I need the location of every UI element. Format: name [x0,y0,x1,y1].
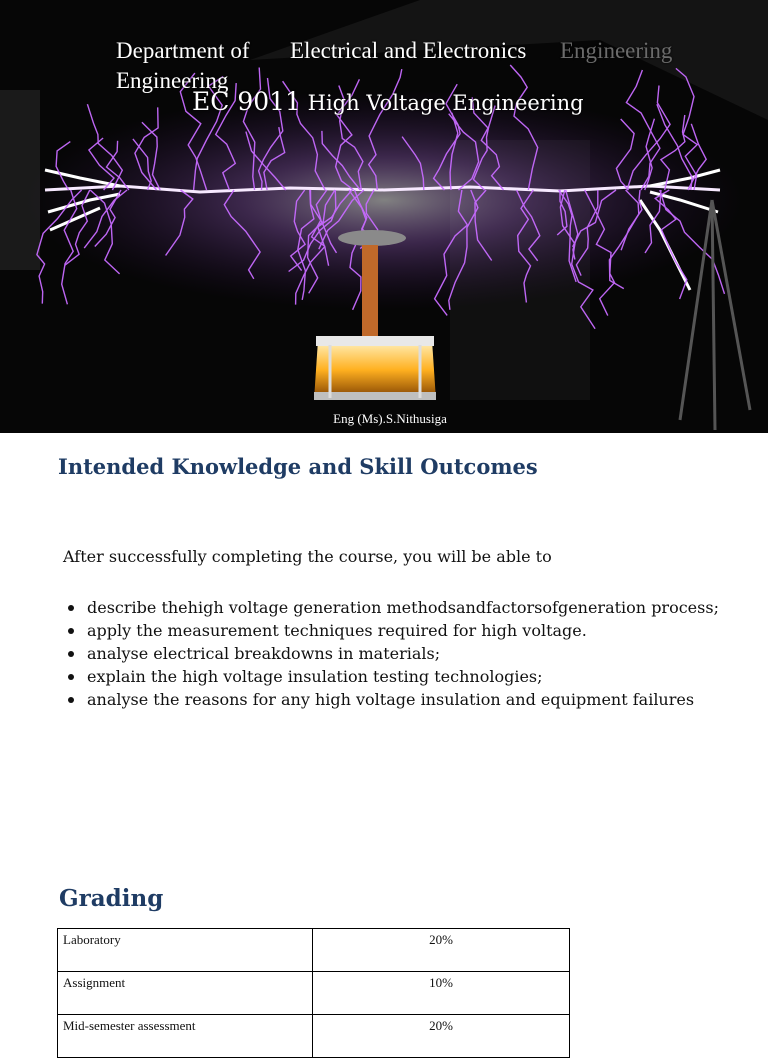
department-name: Electrical and Electronics [290,38,527,63]
department-name-continued: Engineering [116,68,229,93]
grading-weight: 20% [313,1015,570,1058]
table-row [58,1015,570,1058]
list-item: analyse electrical breakdowns in materials; [63,642,719,665]
course-title [192,87,584,116]
grading-item: Assignment [58,972,313,1015]
course-code: EC 9011 [192,87,301,116]
grading-table [57,928,570,1058]
grading-item: Mid-semester assessment [58,1015,313,1058]
list-item: describe thehigh voltage generation methodsandfactorsofgeneration process; [63,596,719,619]
grading-heading: Grading [59,885,164,912]
list-item: analyse the reasons for any high voltage insulation and equipment failures [63,688,719,711]
grading-weight: 10% [313,972,570,1015]
department-label: Department of [116,38,250,63]
grading-item: Laboratory [58,929,313,972]
author-name: Eng (Ms).S.Nithusiga [333,411,447,426]
outcomes-heading: Intended Knowledge and Skill Outcomes [58,454,538,479]
department-name-faded: Engineering [560,38,673,63]
grading-weight: 20% [313,929,570,972]
list-item: apply the measurement techniques required for high voltage. [63,619,719,642]
table-row [58,929,570,972]
course-name: High Voltage Engineering [307,91,584,115]
outcomes-list [63,596,719,711]
list-item: explain the high voltage insulation testing technologies; [63,665,719,688]
outcomes-intro: After successfully completing the course, you will be able to [63,547,552,566]
table-row [58,972,570,1015]
header-banner [0,0,768,433]
tesla-coil-lightning-image [0,0,768,433]
